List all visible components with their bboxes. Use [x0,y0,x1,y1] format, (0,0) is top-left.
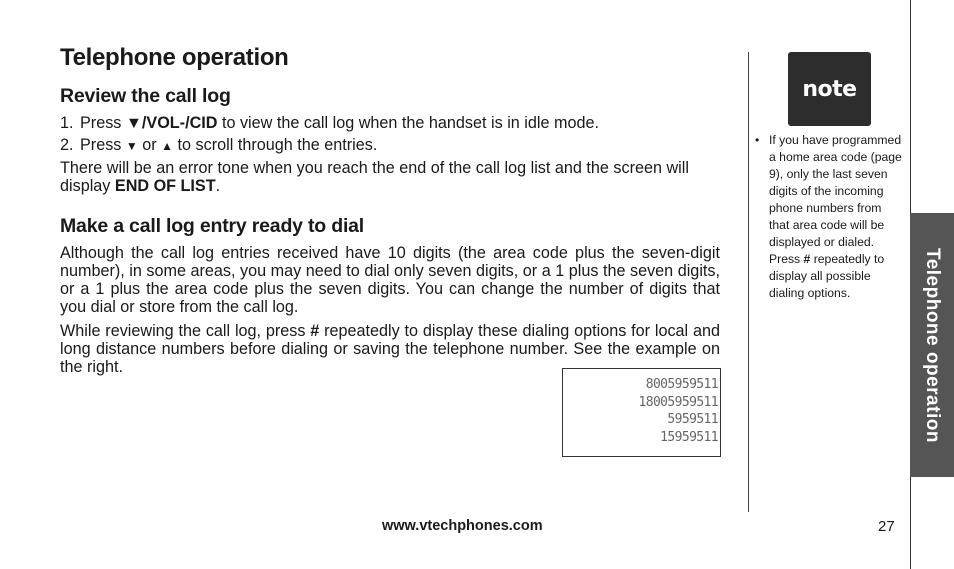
side-tab-label: Telephone operation [922,247,943,443]
step-1-number: 1. [60,114,74,132]
page-title: Telephone operation [60,44,289,71]
section-make-ready [60,215,720,376]
para2-pre: While reviewing the call log, press [60,322,311,340]
up-arrow-icon: ▲ [161,139,174,153]
display-line: 5959511 [667,412,718,427]
step-2-text [80,136,377,155]
pound-key: # [310,322,320,340]
error-post: . [215,177,221,195]
error-tone-paragraph [60,159,720,195]
step-2 [60,136,720,155]
side-tab [910,213,954,477]
display-line: 15959511 [660,429,718,445]
digits-paragraph: Although the call log entries received have 10 digits (the area code plus the seven-digit number), in some areas, you may need to dial only seven digits, or a 1 plus the seven digits, or a 1 plus the area code plus the seven digits. You can change the number of digits that you dial or store from the call log. [60,244,720,316]
note-post: repeatedly to display all possible dialing options. [769,252,885,300]
column-divider [748,52,749,512]
display-line: 8005959511 [645,377,718,392]
note-pound-key: # [803,252,811,266]
vol-cid-key: ▼/VOL-/CID [125,114,218,132]
note-pre: If you have programmed a home area code (page 9), only the last seven digits of the incoming phone numbers from that area code will be displayed or dialed. Press [769,133,902,266]
footer-url: www.vtechphones.com [382,518,543,534]
step-2-mid: or [137,136,162,154]
note-badge-label: note [802,76,857,102]
step-1-pre: Press [80,114,126,132]
section-heading-make-ready: Make a call log entry ready to dial [60,215,365,237]
display-line: 18005959511 [638,394,718,410]
step-1-post: to view the call log when the handset is in idle mode. [217,114,599,132]
section-heading-review: Review the call log [60,85,231,107]
display-example-box [562,368,721,457]
note-badge [788,52,871,126]
step-2-post: to scroll through the entries. [173,136,378,154]
page-number: 27 [878,518,895,535]
bullet-icon: • [755,133,760,147]
end-of-list-text: END OF LIST [114,177,216,195]
note-body [769,132,905,302]
step-1 [60,114,720,132]
main-content [60,44,720,376]
down-arrow-icon: ▼ [125,139,138,153]
step-2-number: 2. [60,136,74,154]
para2-post: repeatedly to display these dialing options for local and long distance numbers before dialing or saving the telephone number. See the example on the right. [60,322,720,376]
note-text [755,132,905,302]
step-2-pre: Press [80,136,126,154]
step-1-text [80,114,599,132]
error-pre: There will be an error tone when you reach the end of the call log list and the screen will display [60,159,689,195]
